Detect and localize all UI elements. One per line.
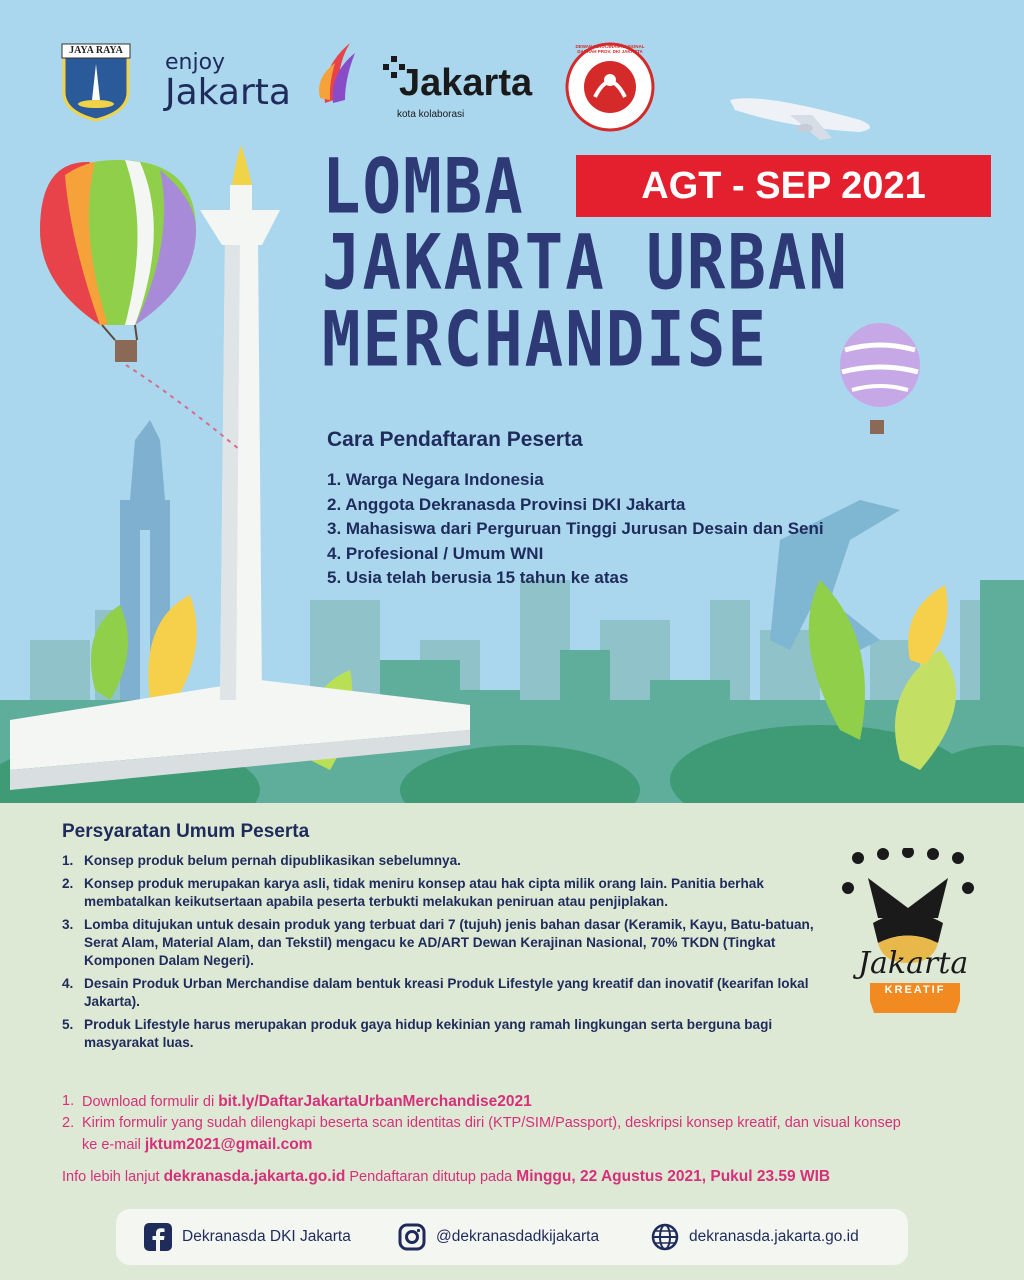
instagram-link[interactable] xyxy=(398,1223,599,1251)
item-text: Konsep produk belum pernah dipublikasikan sebelumnya. xyxy=(84,853,461,868)
info-line xyxy=(62,1168,830,1186)
hot-air-balloon-small xyxy=(840,323,920,434)
dekranasda-emblem-icon xyxy=(565,42,655,132)
list-item: 2. Anggota Dekranasda Provinsi DKI Jakarta xyxy=(327,494,686,514)
list-item: 5. Usia telah berusia 15 tahun ke atas xyxy=(327,568,629,587)
list-item: 4. Profesional / Umum WNI xyxy=(327,543,544,563)
item-number: 1. xyxy=(62,853,74,868)
airplane xyxy=(730,98,870,140)
item-number: 2. xyxy=(62,876,74,891)
list-item: 1. Warga Negara Indonesia xyxy=(327,470,544,489)
step-text: Kirim formulir yang sudah dilengkapi beserta scan identitas diri (KTP/SIM/Passport), deskripsi konsep kreatif, dan visual konsep ke e-mail xyxy=(82,1115,901,1153)
website-label: dekranasda.jakarta.go.id xyxy=(689,1228,859,1245)
jakarta-kreatif-tag: KREATIF xyxy=(884,984,946,996)
item-number: 3. xyxy=(62,917,74,932)
info-middle: Pendaftaran ditutup pada xyxy=(345,1169,517,1185)
step-number: 2. xyxy=(62,1115,75,1131)
jaya-raya-logo xyxy=(60,42,132,122)
title-line-2: JAKARTA URBAN xyxy=(322,220,849,308)
item-text: Desain Produk Urban Merchandise dalam bentuk kreasi Produk Lifestyle yang kreatif dan inovatif (kearifan lokal Jakarta). xyxy=(84,976,809,1009)
info-prefix: Info lebih lanjut xyxy=(62,1169,164,1185)
facebook-icon xyxy=(144,1223,172,1251)
kota-kolaborasi-text: kota kolaborasi xyxy=(397,109,465,120)
date-badge: AGT - SEP 2021 xyxy=(576,155,991,217)
step-text: Download formulir di xyxy=(82,1094,219,1110)
step-number: 1. xyxy=(62,1093,75,1109)
social-footer xyxy=(116,1209,908,1265)
list-item xyxy=(62,916,832,970)
facebook-link[interactable] xyxy=(144,1223,351,1251)
hot-air-balloon-large xyxy=(40,160,240,450)
globe-icon xyxy=(651,1223,679,1251)
jakarta-kreatif-script: Jakarta xyxy=(858,946,969,981)
requirements-list xyxy=(62,852,832,1057)
dekranasda-ring-text: DEWAN KERAJINAN NASIONAL DAERAH PROV. DKI JAKARTA xyxy=(575,44,645,54)
step-2 xyxy=(62,1113,912,1156)
enjoy-jakarta-logo xyxy=(165,50,365,120)
jaya-raya-text: JAYA RAYA xyxy=(69,45,123,56)
form-link[interactable]: bit.ly/DaftarJakartaUrbanMerchandise2021 xyxy=(218,1093,532,1110)
instagram-icon xyxy=(398,1223,426,1251)
jakarta-kreatif-logo xyxy=(838,848,978,1018)
item-number: 4. xyxy=(62,976,74,991)
info-site-link[interactable]: dekranasda.jakarta.go.id xyxy=(163,1168,346,1185)
enjoy-text: enjoy xyxy=(165,50,226,75)
submission-steps xyxy=(62,1091,912,1156)
list-item: 3. Mahasiswa dari Perguruan Tinggi Jurusan Desain dan Seni xyxy=(327,519,824,538)
title-line-1: LOMBA xyxy=(322,144,525,232)
item-text: Lomba ditujukan untuk desain produk yang terbuat dari 7 (tujuh) jenis bahan dasar (Keramik, Kayu, Batu-batuan, Serat Alam, Material Alam, dan Tekstil) mengacu ke AD/ART Dewan Kerajinan Nasional, 70% TKDN (Tingkat Komponen Dalam Negeri). xyxy=(84,917,814,968)
list-item xyxy=(62,1016,832,1052)
item-text: Konsep produk merupakan karya asli, tidak meniru konsep atau hak cipta milik orang lain. Panitia berhak membatalkan keikutsertaan apabila peserta terbukti melakukan peniruan atau penjiplakan. xyxy=(84,876,764,909)
jakarta-script-text: Jakarta xyxy=(165,72,291,113)
deadline-text: Minggu, 22 Agustus 2021, Pukul 23.59 WIB xyxy=(516,1168,831,1185)
list-item xyxy=(62,875,832,911)
email-link[interactable]: jktum2021@gmail.com xyxy=(144,1136,313,1153)
instagram-label: @dekranasdadkijakarta xyxy=(436,1228,600,1245)
item-number: 5. xyxy=(62,1017,74,1032)
plus-jakarta-logo xyxy=(383,56,553,126)
title-line-3: MERCHANDISE xyxy=(322,297,768,385)
registration-heading: Cara Pendaftaran Peserta xyxy=(327,428,583,451)
list-item xyxy=(62,852,832,870)
item-text: Produk Lifestyle harus merupakan produk gaya hidup kekinian yang ramah lingkungan serta berguna bagi masyarakat luas. xyxy=(84,1017,773,1050)
enjoy-jakarta-flame-icon xyxy=(315,38,360,108)
website-link[interactable] xyxy=(651,1223,859,1251)
plus-jakarta-text: Jakarta xyxy=(399,62,533,104)
list-item xyxy=(62,975,832,1011)
registration-list xyxy=(327,470,824,593)
step-1 xyxy=(62,1091,912,1113)
dekranasda-logo xyxy=(565,42,655,132)
facebook-label: Dekranasda DKI Jakarta xyxy=(182,1228,351,1245)
requirements-heading: Persyaratan Umum Peserta xyxy=(62,821,310,842)
